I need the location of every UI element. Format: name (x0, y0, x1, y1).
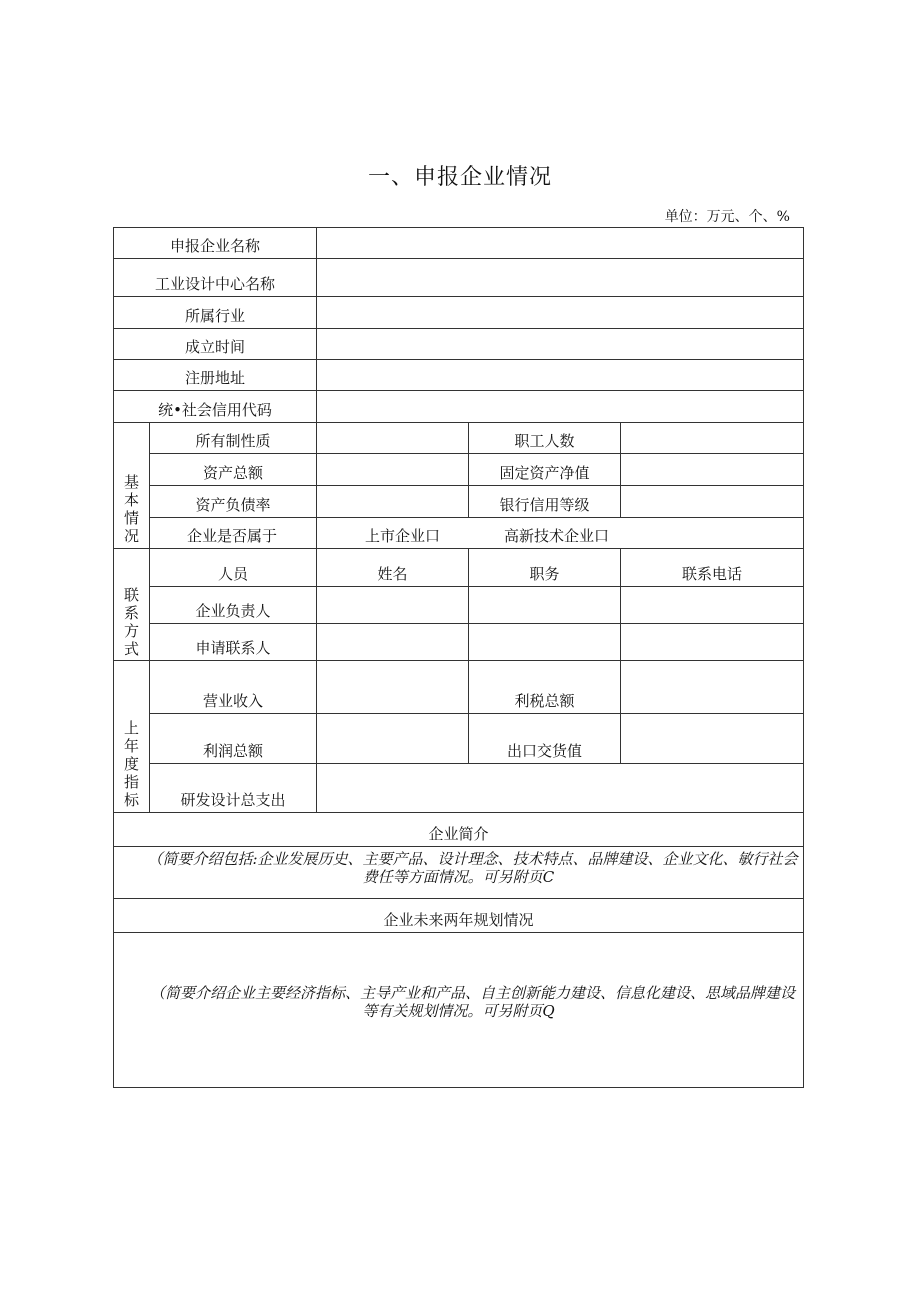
label-established: 成立时间 (114, 329, 317, 360)
row-intro-content (114, 847, 804, 899)
label-design-center: 工业设计中心名称 (114, 259, 317, 297)
field-applicant-name[interactable] (317, 624, 469, 661)
application-form-table (113, 227, 804, 1088)
row-debt (114, 486, 804, 518)
row-plan-title (114, 899, 804, 933)
label-rd-expense: 研发设计总支出 (150, 764, 317, 813)
field-export-value[interactable] (621, 714, 804, 764)
page-title: 一、申报企业情况 (367, 165, 552, 190)
field-total-tax[interactable] (621, 661, 804, 714)
field-leader-name[interactable] (317, 587, 469, 624)
label-bank-credit: 银行信用等级 (469, 486, 621, 518)
label-total-profit: 利润总额 (150, 714, 317, 764)
enterprise-type-options (317, 518, 804, 549)
field-industry[interactable] (317, 297, 804, 329)
row-profit (114, 714, 804, 764)
row-industry (114, 297, 804, 329)
row-company-name (114, 228, 804, 259)
row-assets (114, 454, 804, 486)
label-debt-ratio: 资产负债率 (150, 486, 317, 518)
label-address: 注册地址 (114, 360, 317, 391)
label-applicant: 申请联系人 (150, 624, 317, 661)
row-credit-code (114, 391, 804, 423)
header-position: 职务 (469, 549, 621, 587)
label-revenue: 营业收入 (150, 661, 317, 714)
field-applicant-position[interactable] (469, 624, 621, 661)
field-company-name[interactable] (317, 228, 804, 259)
field-bank-credit[interactable] (621, 486, 804, 518)
label-belongs-to: 企业是否属于 (150, 518, 317, 549)
label-export-value: 出口交货值 (469, 714, 621, 764)
field-total-profit[interactable] (317, 714, 469, 764)
field-net-fixed-assets[interactable] (621, 454, 804, 486)
intro-title: 企业简介 (114, 813, 804, 847)
row-revenue (114, 661, 804, 714)
side-label-basic: 基 本 情 况 (114, 423, 150, 549)
label-total-assets: 资产总额 (150, 454, 317, 486)
header-phone: 联系电话 (621, 549, 804, 587)
field-address[interactable] (317, 360, 804, 391)
label-credit-code: 统•社会信用代码 (114, 391, 317, 423)
field-leader-position[interactable] (469, 587, 621, 624)
field-design-center[interactable] (317, 259, 804, 297)
field-established[interactable] (317, 329, 804, 360)
row-address (114, 360, 804, 391)
row-ownership (114, 423, 804, 454)
label-industry: 所属行业 (114, 297, 317, 329)
field-rd-expense[interactable] (317, 764, 804, 813)
unit-note: 单位：万元、个、% (664, 209, 790, 225)
row-plan-content (114, 933, 804, 1088)
row-intro-title (114, 813, 804, 847)
field-total-assets[interactable] (317, 454, 469, 486)
field-ownership[interactable] (317, 423, 469, 454)
checkbox-listed[interactable]: 上市企业口 (365, 527, 441, 545)
label-leader: 企业负责人 (150, 587, 317, 624)
field-revenue[interactable] (317, 661, 469, 714)
row-enterprise-type (114, 518, 804, 549)
field-leader-phone[interactable] (621, 587, 804, 624)
label-net-fixed-assets: 固定资产净值 (469, 454, 621, 486)
intro-note[interactable]: （简要介绍包括:企业发展历史、主要产品、设计理念、技术特点、品牌建设、企业文化、敏行社会费任等方面情况。可另附页C (114, 847, 804, 899)
row-contact-applicant (114, 624, 804, 661)
field-employees[interactable] (621, 423, 804, 454)
row-rd-expense (114, 764, 804, 813)
field-debt-ratio[interactable] (317, 486, 469, 518)
label-ownership: 所有制性质 (150, 423, 317, 454)
field-applicant-phone[interactable] (621, 624, 804, 661)
label-company-name: 申报企业名称 (114, 228, 317, 259)
side-label-contact: 联系 方式 (114, 549, 150, 661)
row-design-center (114, 259, 804, 297)
plan-note[interactable]: （简要介绍企业主要经济指标、主导产业和产品、自主创新能力建设、信息化建设、思域品牌建设等有关规划情况。可另附页Q (114, 933, 804, 1088)
field-credit-code[interactable] (317, 391, 804, 423)
label-total-tax: 利税总额 (469, 661, 621, 714)
row-contact-header (114, 549, 804, 587)
checkbox-hightech[interactable]: 高新技术企业口 (504, 527, 610, 545)
header-name: 姓名 (317, 549, 469, 587)
plan-title: 企业未来两年规划情况 (114, 899, 804, 933)
label-employees: 职工人数 (469, 423, 621, 454)
row-established (114, 329, 804, 360)
row-contact-leader (114, 587, 804, 624)
header-personnel: 人员 (150, 549, 317, 587)
side-label-indicators: 上年 度指 标 (114, 661, 150, 813)
